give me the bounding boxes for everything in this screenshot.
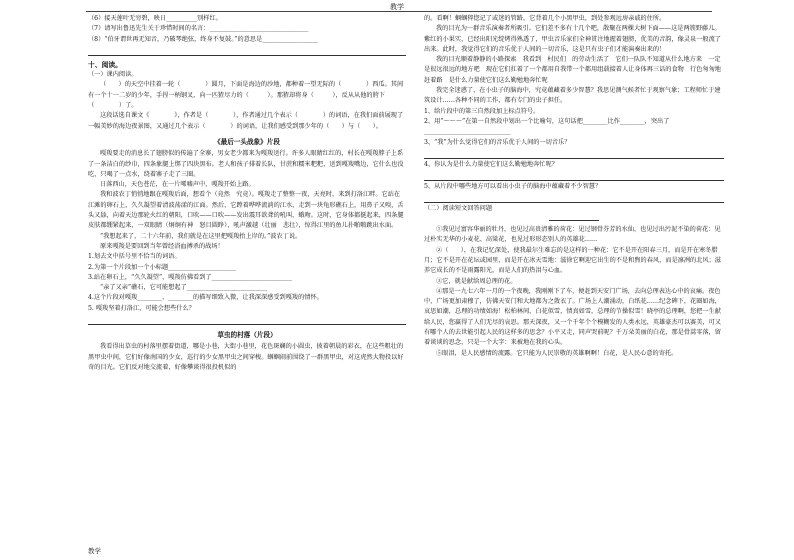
answer-line (424, 149, 724, 159)
story1-paragraph-4: “我想起来了，二十六年前，我们就是在这里把嘎羧抬上岸的。”波农丁说。 (100, 232, 302, 240)
fill-line-7: （7）请写出鲁迅先生关于珍惜时间的名言：________________________________ (88, 25, 309, 33)
part1-title: （一）课内阅读。 (88, 71, 138, 79)
story1-question-1: 1.划去文中括号里不恰当的词语。 (88, 253, 181, 261)
right-column (424, 14, 724, 359)
story1-question-2: 2.为第一个片段加一个小标题______________________ (88, 263, 237, 271)
story1-question-4: 4.这个片段对嘎羧________、________的描写细致入微，让我深深感受到嘎羧的情怀。 (88, 294, 323, 302)
page-header: 教学 (390, 3, 404, 11)
answer-line (424, 171, 724, 181)
story1-paragraph-5: 原来嘎羧是要回到当年曾经浴血搏杀的战场！ (100, 242, 224, 250)
part2-paragraph-5: ⑤眼泪，是人民感情的流露。它只能为人民崇敬的英雄啊啊！白花，是人民心意的寄托。 (436, 349, 678, 357)
story1-paragraph-1: 嘎羧要走的消息长了翅膀似的传遍了全寨，男女老少都来为嘎羧送行。许多人眼睛红红的，村长在嘎羧脖子上系了一条洁白的纱巾，四条象腿上绑了四块黑布。老人和孩子排着长队，甘蔗和糯米粑粑，送到嘎羧嘴边，它什么也没吃，只喝了一点水，绕着寨子走了三圈。 (88, 150, 404, 178)
part2-paragraph-4: ④那是一九七六年一月的一个夜晚，我刚刚下了车，便赶到天安门广场，去向总理表达心中的哀痛。夜色中，广场更加肃穆了，仿佛天安门和大地都为之敛衣了。广场上人潮涌动，白纸花……纪念碑下，花圈如海，哀思如潮，总理的功绩如海！松柏林间，白花似雪，情真如雪，总理的节操似雪！晓亭的总理啊，您把一生献给人民，您赢得了人们无尽的哀思。那天深夜，又一个千年个个模糊发的人类永远，英雄豪杰可以赛美，可又有哪个人的去世能引起人民的这样多的思念？小平又走，同声哭前呢？千万朵美丽的白花，那是骨蒿零落，留着谈谈的思念，只是一个大字：来被地在我的心头。 (424, 287, 721, 347)
story1-question-3b: “亲了又亲”礁石，它可能想起了__________________________ (100, 284, 268, 292)
fill-line-8: （8）“伯牙谓世再无知音，乃破琴绝弦，终身不复鼓。”的意思是__________________ (88, 35, 318, 43)
story1-paragraph-3: 我和波农丁悄悄地跟在嘎羧后面，想看个（竟然 究竟）。嘎羧走了整整一夜，天亮时，来到打洛江畔。它站在江滩的卵石上，久久凝望着清波荡漾的江面。然后，它蹚着哗哗流淌的江水，走到一块龟形礁石上，用鼻子又嗅，舌头又舔，向着天边那轮火红的朝阳，口吹——口吹——发出震耳欲聋的吼叫，蛾吻。这时，它身体都挺起来，四条腿皮肤都绷紧起来，一双眼睛（炯炯有神 怒目圆睁），吼声激越（壮丽 悲壮），惊得江里的鱼儿扑啪啪跳出水面。 (88, 191, 404, 230)
question-3: 3、“我”为什么觉得它们的音乐优于人间的一切音乐？ (424, 138, 571, 146)
part1-paragraph-1: （ ）的天空中挂着一轮（ ）圆月，下面是海边的沙地，都种着一望无际的（ ）西瓜。其间有一个十一二岁的少年，手捏一柄钢叉，向一匹猹尽力的（ ）。那猹却将身（ ），反从从他的胯下（ ）了。 (88, 81, 404, 110)
story1-paragraph-2: 日落西山，天色苍茫，在一片唏嘘声中，嘎羧开始上路。 (100, 181, 255, 189)
question-1: 1、给片段中的第三自然段加上标点符号。 (424, 107, 540, 115)
question-2: 2、用“～～～”在第一自然段中划出一个比喻句，这句话把________比作________，突出了____________________________ (424, 117, 670, 136)
answer-line (88, 315, 406, 325)
part2-paragraph-2: ②（ ），在我记忆深处，使我最尔生难忘的是这样的一种花：它不是开在阳春三月，而是开在寒冬腊月；它不是开在花坛或园里，而是开在冰天雪地：滋徐它啊迎它出生的不是和煦的春风，而是凛冽的北风；滋养它成长的不是雨露阳光，而是人们的热泪与心血。 (424, 246, 721, 275)
story1-title: 《最后一头战象》片段 (214, 137, 280, 146)
story2-cont-4: 我完全迷惑了，在小虫子的脑海中，究竟蕴藏着多少智慧？我思见测气候者忙于观察气象；工程师忙于建筑设计……各种不同的工作，都有专门的虫子担任。 (424, 87, 721, 105)
left-column (88, 14, 406, 373)
answer-line (88, 46, 406, 56)
story2-title: 草虫的村落（片段） (217, 331, 277, 340)
part2-title-blank (424, 215, 724, 225)
story1-question-3: 3.站在卵石上，“久久凝望”，嘎羧仿佛看到了__________________________ (88, 273, 293, 281)
story2-paragraph-1: 我看得出草虫的村落里摆着街道，哪是小巷，大街小巷里，花色斑斓的小圆虫，披着朝晨的彩衣，在这些粗壮的黑甲虫中间，它们好像南国的少女，巡行的少女黑甲虫之间穿梭。蝈蝈闹前围绕了一群黑甲虫，对这虎然大物投以好奇的目光。它们反对地交流着，好像攀谈得很投机似的 (88, 343, 404, 371)
part1-paragraph-2: 这段话选自课文《 》，作者是（ ），作者通过几个表示（ ）的词语，在我们面前展现了一幅美妙的海边夜景图，又通过几个表示（ ）的词语，让我们感受到那少年的（ ）与（ ）。 (88, 112, 404, 130)
story1-question-5: 5. 嘎羧坚着打洛江，可能会想些什么？ (88, 304, 195, 312)
question-4: 4、你认为是什么力量使它们这么勤勉地奔忙呢？ (424, 160, 558, 168)
fill-line-6: （6）接天莲叶无穷碧，映日__________别样红。 (88, 15, 222, 22)
part2-title: （二）阅读短文回答问题 (424, 205, 493, 213)
question-5: 5、从片段中哪些地方可以看出小虫子的脑海中蕴藏着不少智慧？ (424, 183, 602, 191)
part2-paragraph-3: ③它，就是献给周总理的花。 (436, 277, 517, 285)
header-divider (86, 11, 712, 12)
page-footer: 教学 (88, 547, 101, 555)
story2-cont-1: 的。看啊！蝈蝈猝惚记了或迷的管路，它背着几个小黑甲虫，到处参观远房亲戚的住所。 (424, 15, 666, 22)
story2-cont-2: 我的目光为一群音乐演奏者所吸引。它们差不多有十几个吧，散聚在两棵大树下面——这是两簇野藤儿。紫红的小果实，已经出阳光绽烤得熟透了，甲虫音乐家们全神贯注地握着翅膀，优美的音韵，像灵泉一般流了出来。此时，我觉得它们的音乐优于人间的一切音乐，这是只有虫子们才能演奏出来的！ (424, 25, 721, 53)
section-title: 十、阅读。 (88, 60, 122, 69)
story2-cont-3: 我的目光顺着静静的小路探索 我看到 村民们 的劳动生活了 它们一队队不知道从什么地方来 一定是很远很远的地方吧 现在它们扛着了一个都用自我带一个都用组载接着人让身体再三话的食物 行色匆匆地赶着路 是什么力量使它们这么勤勉地奔忙呢 (424, 56, 721, 84)
answer-line (424, 193, 724, 203)
part2-paragraph-1: ①我见过富容华丽的牡丹，也见过高贵清雅的荷花：见过钢骨芬芳的水仙，也见过出污泥不染的荷花：见过朴实无华的小麦花、高粱花，也见过形形态别人的英雄花…… (424, 226, 721, 244)
